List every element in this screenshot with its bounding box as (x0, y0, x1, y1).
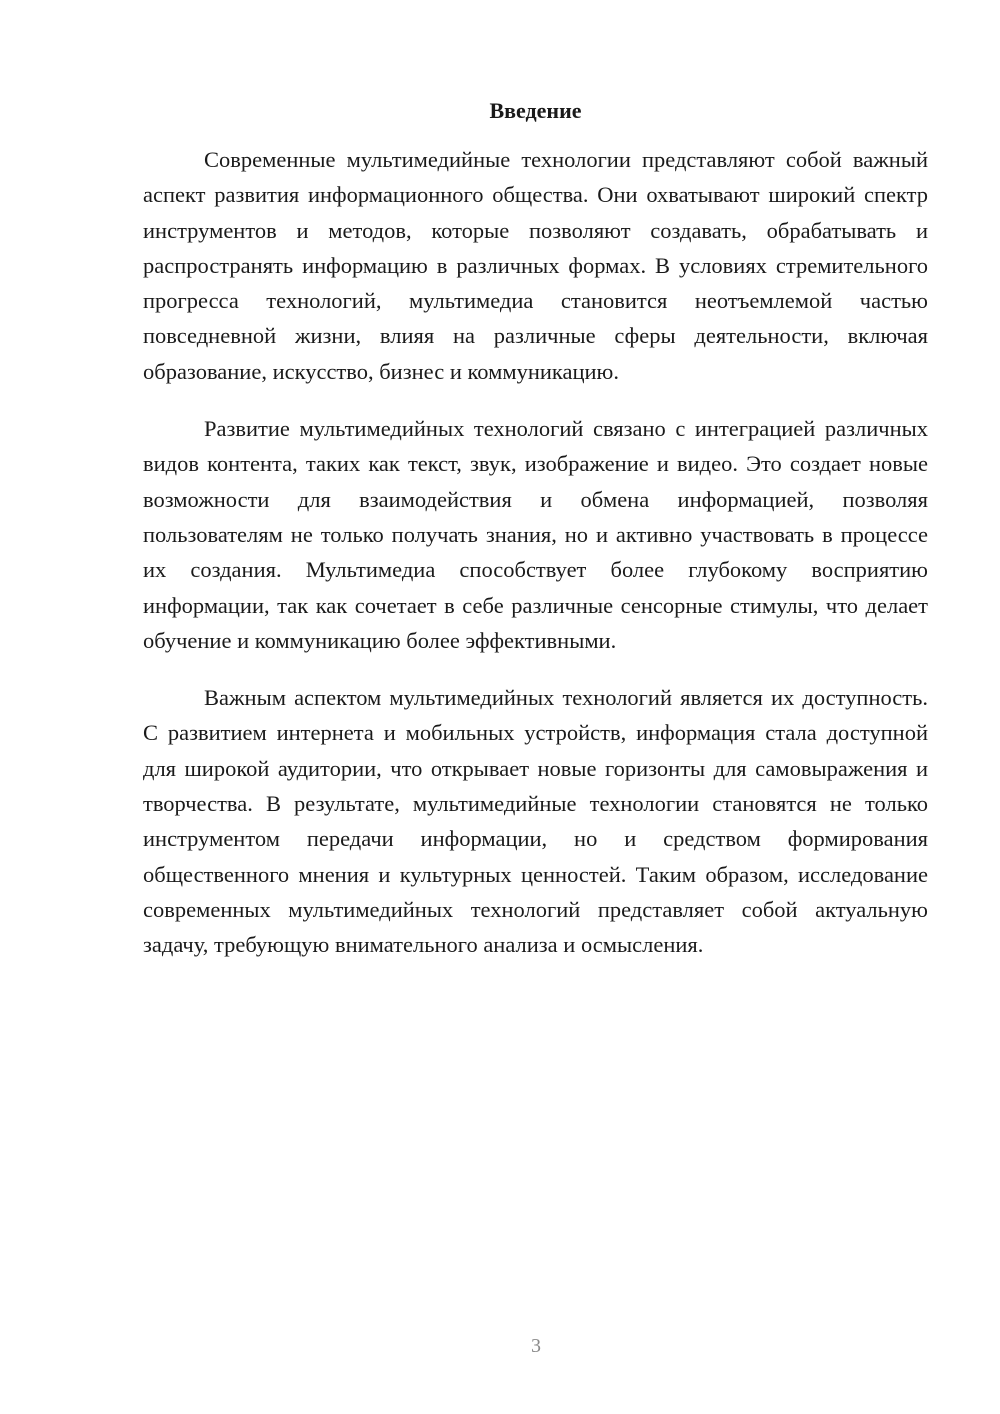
page-title: Введение (489, 98, 582, 123)
paragraph-3: Важным аспектом мультимедийных технологий является их доступность. С развитием интернета и мобильных устройств, информация стала доступной для широкой аудитории, что открывает новые горизонты для самовыражения и творчества. В результате, мультимедийные технологии становятся не только инструментом передачи информации, но и средством формирования общественного мнения и культурных ценностей. Таким образом, исследование современных мультимедийных технологий представляет собой актуальную задачу, требующую внимательного анализа и осмысления. (143, 685, 928, 958)
page-number: 3 (531, 1335, 541, 1357)
paragraph-1: Современные мультимедийные технологии представляют собой важный аспект развития информационного общества. Они охватывают широкий спектр инструментов и методов, которые позволяют создавать, обрабатывать и распространять информацию в различных формах. В условиях стремительного прогресса технологий, мультимедиа становится неотъемлемой частью повседневной жизни, влияя на различные сферы деятельности, включая образование, искусство, бизнес и коммуникацию. (143, 147, 928, 384)
paragraph-2: Развитие мультимедийных технологий связано с интеграцией различных видов контента, таких как текст, звук, изображение и видео. Это создает новые возможности для взаимодействия и обмена информацией, позволяя пользователям не только получать знания, но и активно участвовать в процессе их создания. Мультимедиа способствует более глубокому восприятию информации, так как сочетает в себе различные сенсорные стимулы, что делает обучение и коммуникацию более эффективными. (143, 416, 928, 653)
body-text (143, 142, 928, 985)
